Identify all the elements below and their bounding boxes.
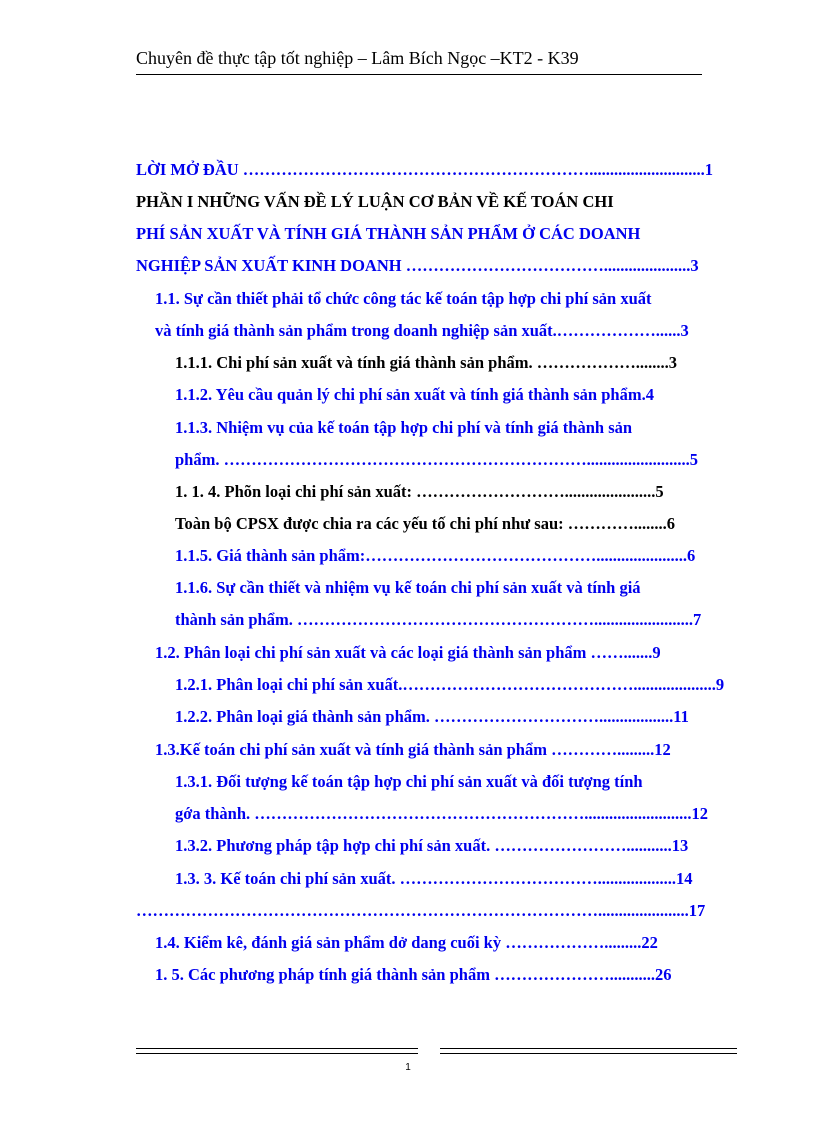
toc-entry[interactable] — [175, 353, 738, 385]
toc-entry[interactable] — [155, 643, 738, 675]
toc-entry[interactable] — [175, 546, 738, 578]
toc-entry-line: phẩm. ………………………………………………………….........................5 — [175, 450, 698, 470]
page-number: 1 — [405, 1062, 411, 1073]
toc-entry[interactable] — [175, 869, 738, 901]
toc-entry[interactable] — [155, 289, 738, 353]
toc-entry-line: 1.3.1. Đối tượng kế toán tập hợp chi phí sản xuất và đối tượng tính — [175, 772, 643, 791]
toc-entry[interactable] — [175, 772, 738, 836]
toc-entry-line: 1.3. 3. Kế toán chi phí sản xuất. ………………………………...................14 — [175, 869, 693, 888]
toc-entry-line: 1.1.1. Chi phí sản xuất và tính giá thành sản phẩm. ………………........3 — [175, 353, 677, 372]
toc-entry[interactable] — [155, 965, 738, 997]
toc-entry-line: 1. 1. 4. Phõn loại chi phí sản xuất: ………………………......................5 — [175, 482, 664, 501]
toc-entry[interactable] — [136, 901, 738, 933]
toc-entry[interactable] — [175, 707, 738, 739]
toc-entry-line: 1.2.1. Phân loại chi phí sản xuất.……………………………………....................9 — [175, 675, 725, 694]
toc-entry-line: 1.1.2. Yêu cầu quản lý chi phí sản xuất và tính giá thành sản phẩm.4 — [175, 385, 654, 404]
toc-entry-line: và tính giá thành sản phẩm trong doanh nghiệp sản xuất.………………......3 — [155, 321, 689, 341]
toc-entry[interactable] — [155, 740, 738, 772]
toc-entry-line: 1.1.5. Giá thành sản phẩm:……………………………………......................6 — [175, 546, 696, 565]
toc-entry[interactable] — [136, 160, 738, 192]
toc-entry-line: NGHIỆP SẢN XUẤT KINH DOANH ……………………………….....................3 — [136, 256, 699, 276]
toc-entry-line: 1. 5. Các phương pháp tính giá thành sản phẩm …………………...........26 — [155, 965, 672, 984]
toc-entry-line: 1.2.2. Phân loại giá thành sản phẩm. …………………………..................11 — [175, 707, 689, 726]
toc-entry-line: 1.2. Phân loại chi phí sản xuất và các loại giá thành sản phẩm …….......9 — [155, 643, 661, 662]
toc-entry-line: PHÍ SẢN XUẤT VÀ TÍNH GIÁ THÀNH SẢN PHẨM Ở CÁC DOANH — [136, 224, 641, 244]
footer-rule-left — [136, 1048, 418, 1054]
toc-entry-line: gớa thành. ……………………………………………………..........................12 — [175, 804, 709, 824]
toc-entry-line: Toàn bộ CPSX được chia ra các yếu tố chi phí như sau: …………........6 — [175, 514, 676, 533]
toc-entry[interactable] — [175, 514, 738, 546]
toc-entry[interactable] — [175, 836, 738, 868]
toc-entry-line: 1.1.3. Nhiệm vụ của kế toán tập hợp chi phí và tính giá thành sản — [175, 418, 633, 437]
toc-entry[interactable] — [136, 192, 738, 289]
toc-entry[interactable] — [175, 418, 738, 482]
header-text: Chuyên đề thực tập tốt nghiệp – Lâm Bích Ngọc –KT2 - K39 — [136, 48, 579, 68]
toc-entry[interactable] — [175, 385, 738, 417]
toc-entry-line: 1.3.Kế toán chi phí sản xuất và tính giá thành sản phẩm ………….........12 — [155, 740, 671, 759]
toc-entry-line: 1.1. Sự cần thiết phải tổ chức công tác kế toán tập hợp chi phí sản xuất — [155, 289, 652, 308]
toc-entry-line: 1.4. Kiểm kê, đánh giá sản phẩm dở dang cuối kỳ ……………….........22 — [155, 933, 658, 952]
toc-entry[interactable] — [175, 675, 738, 707]
toc-entry-line: 1.1.6. Sự cần thiết và nhiệm vụ kế toán chi phí sản xuất và tính giá — [175, 578, 641, 597]
toc-entry-line: …………………………………………………………………………......................17 — [136, 901, 706, 920]
toc-entry-line: PHẦN I NHỮNG VẤN ĐỀ LÝ LUẬN CƠ BẢN VỀ KẾ TOÁN CHI — [136, 192, 614, 211]
toc-entry-line: thành sản phẩm. ………………………………………………........................7 — [175, 610, 702, 630]
footer-rule-right — [440, 1048, 737, 1054]
toc-entry[interactable] — [155, 933, 738, 965]
toc-entry-line: LỜI MỞ ĐẦU ………………………………………………………............................1 — [136, 160, 714, 179]
toc-entry[interactable] — [175, 578, 738, 642]
toc-entry[interactable] — [175, 482, 738, 514]
toc-entry-line: 1.3.2. Phương pháp tập hợp chi phí sản xuất. ……………………...........13 — [175, 836, 689, 855]
